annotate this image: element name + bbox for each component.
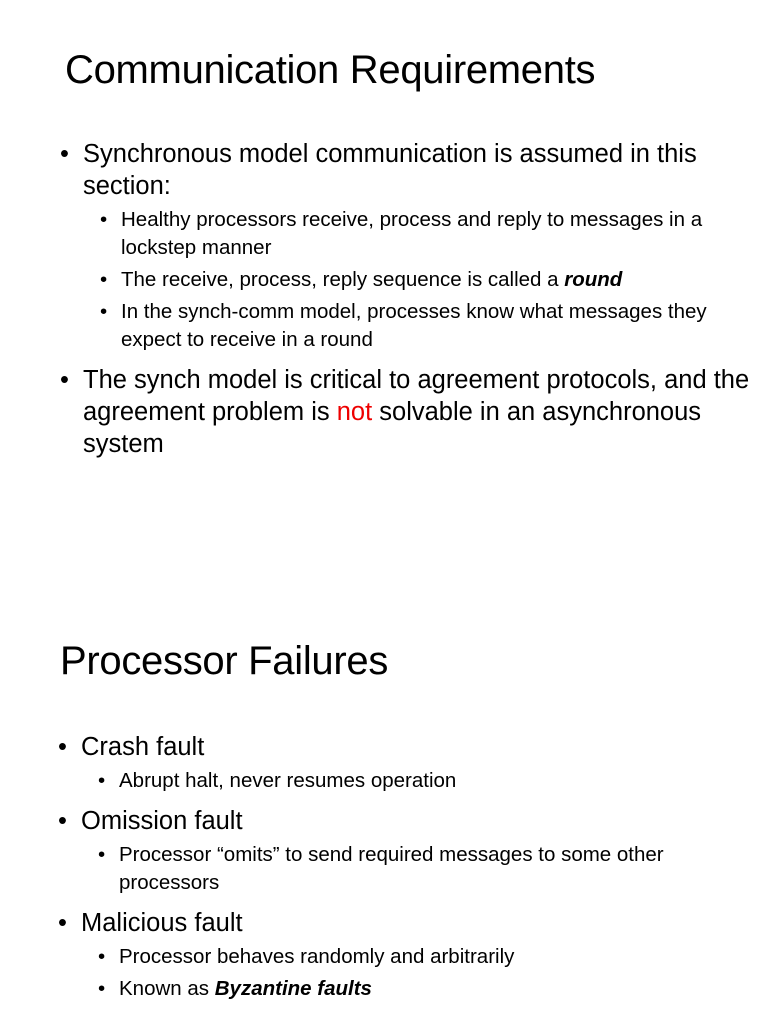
sub-bullet-abrupt-halt <box>98 767 748 795</box>
sub-bullet-text: The receive, process, reply sequence is called a <box>121 268 565 291</box>
bullet-text: The synch model is critical to agreement protocols, and the agreement problem is <box>83 366 750 426</box>
sub-bullet-text: Abrupt halt, never resumes operation <box>119 769 457 792</box>
sub-bullet-lockstep <box>100 206 750 262</box>
bullet-text: Malicious fault <box>81 909 243 937</box>
bullet-text: Crash fault <box>81 733 205 761</box>
sub-bullet-byzantine <box>98 975 748 1003</box>
sub-bullet-text: Processor behaves randomly and arbitrarily <box>119 945 515 968</box>
bullet-synchronous-model <box>60 138 750 202</box>
bullet-malicious-fault <box>58 907 748 939</box>
bullet-synch-critical <box>60 364 750 460</box>
sub-bullet-random <box>98 943 748 971</box>
emphasis-not: not <box>336 398 373 426</box>
bullet-omission-fault <box>58 805 748 837</box>
sub-bullet-text: In the synch-comm model, processes know what messages they expect to receive in a round <box>121 300 707 351</box>
bullet-text: Omission fault <box>81 807 243 835</box>
sub-bullet-text: Processor “omits” to send required messages to some other processors <box>119 843 664 894</box>
bullet-crash-fault <box>58 731 748 763</box>
sub-bullet-round <box>100 266 750 294</box>
bullet-list <box>58 731 748 1007</box>
slide-title: Processor Failures <box>60 639 389 683</box>
emphasis-byzantine: Byzantine faults <box>214 977 372 1000</box>
sub-bullet-synch-comm <box>100 298 750 354</box>
sub-bullet-text: Healthy processors receive, process and reply to messages in a lockstep manner <box>121 208 703 259</box>
bullet-text-end: solvable in an asynchronous system <box>83 398 702 458</box>
sub-bullet-omits <box>98 841 748 897</box>
emphasis-round: round <box>564 268 623 291</box>
sub-bullet-text: Known as <box>119 977 215 1000</box>
bullet-text: Synchronous model communication is assumed in this section: <box>83 140 697 200</box>
bullet-list <box>60 138 750 469</box>
slide-processor-failures <box>0 512 768 1024</box>
slide-title: Communication Requirements <box>65 48 596 92</box>
